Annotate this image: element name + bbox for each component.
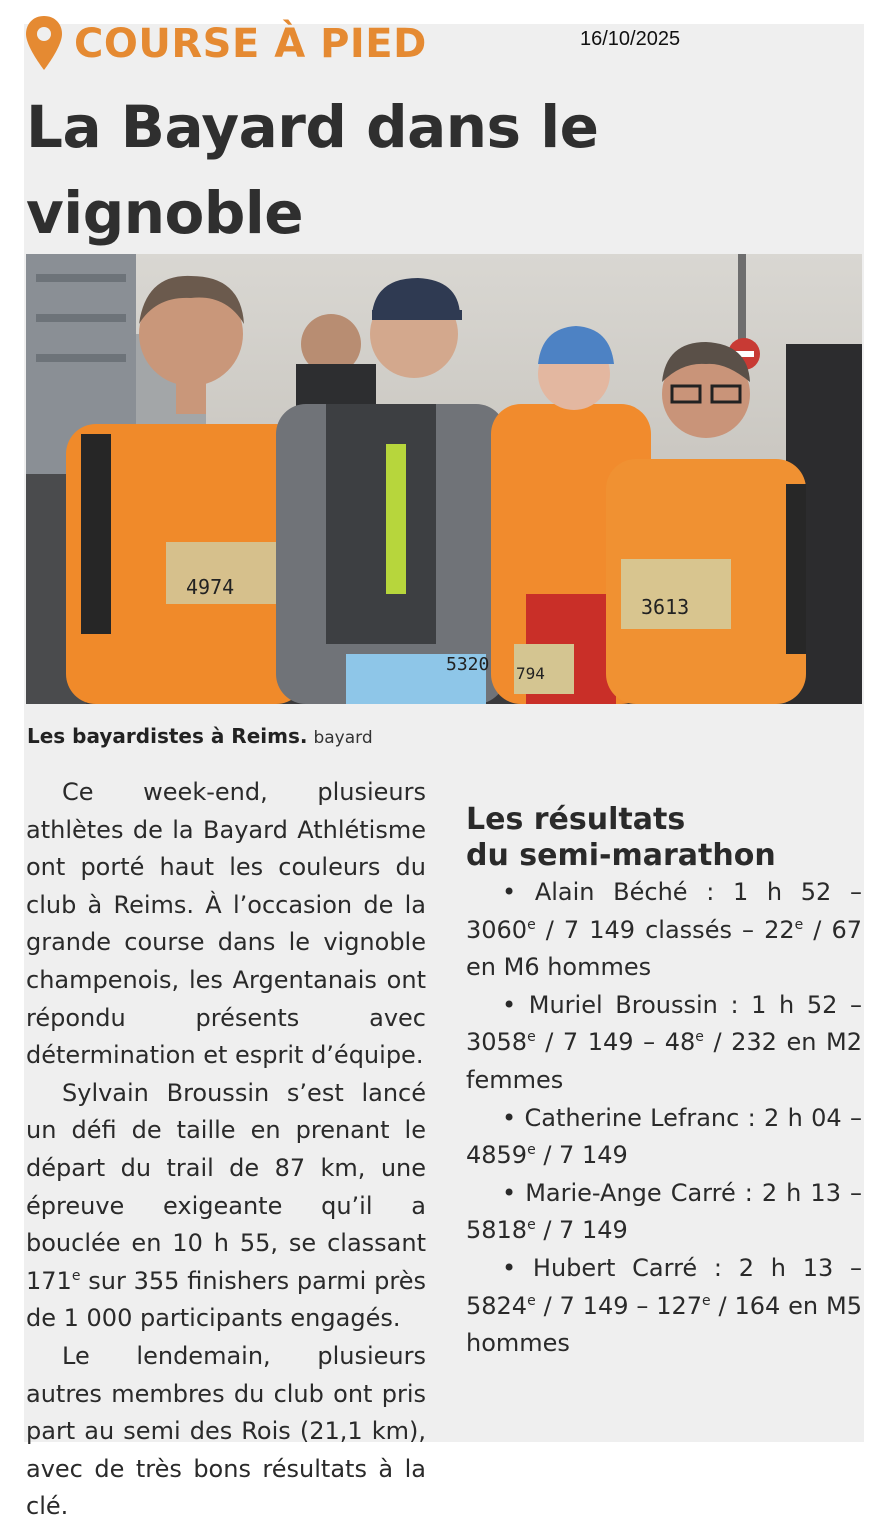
article-paragraph: Sylvain Broussin s’est lancé un défi de taille en prenant le départ du trail de 87 km, une épreuve exigeante qu’il a bouclée en 10 h 55, se classant 171e sur 355 finishers parmi près de 1 000 participants engagés. <box>26 1078 426 1333</box>
section-label: COURSE À PIED <box>74 21 427 67</box>
caption-text: Les bayardistes à Reims. <box>27 724 308 748</box>
results-heading: Les résultats du semi-marathon <box>466 802 776 873</box>
location-pin-icon <box>24 14 64 74</box>
article-paragraph: Ce week-end, plusieurs athlètes de la Bayard Athlétisme ont porté haut les couleurs du club à Reims. À l’occasion de la grande course dans le vignoble champenois, les Argentanais ont répondu présents avec détermination et esprit d’équipe. <box>26 778 426 1070</box>
bib-number: 5320 <box>446 654 490 675</box>
bib-number: 4974 <box>186 575 235 599</box>
result-item: • Muriel Broussin : 1 h 52 – 3058e / 7 149 – 48e / 232 en M2 femmes <box>466 990 862 1094</box>
photo-credit: bayard <box>313 728 373 748</box>
article-column-1 <box>26 774 426 1526</box>
article-column-2 <box>466 774 862 1363</box>
result-item: • Hubert Carré : 2 h 13 – 5824e / 7 149 – 127e / 164 en M5 hommes <box>466 1253 862 1358</box>
result-item: • Marie-Ange Carré : 2 h 13 – 5818e / 7 149 <box>466 1178 862 1245</box>
title-line-1: La Bayard dans le vignoble <box>26 93 599 247</box>
publication-date: 16/10/2025 <box>580 28 681 50</box>
result-item: • Catherine Lefranc : 2 h 04 – 4859e / 7 149 <box>466 1103 862 1170</box>
runners-photo-illustration <box>26 254 862 704</box>
result-item: • Alain Béché : 1 h 52 – 3060e / 7 149 classés – 22e / 67 en M6 hommes <box>466 878 862 982</box>
bib-number: 3613 <box>641 595 690 619</box>
article-paragraph: Le lendemain, plusieurs autres membres du club ont pris part au semi des Rois (21,1 km), avec de très bons résultats à la clé. <box>26 1341 426 1521</box>
section-kicker <box>24 14 427 74</box>
bib-number: 794 <box>516 664 545 683</box>
runners-photo <box>26 254 862 704</box>
results-list <box>466 874 862 1363</box>
photo-caption <box>27 724 373 748</box>
